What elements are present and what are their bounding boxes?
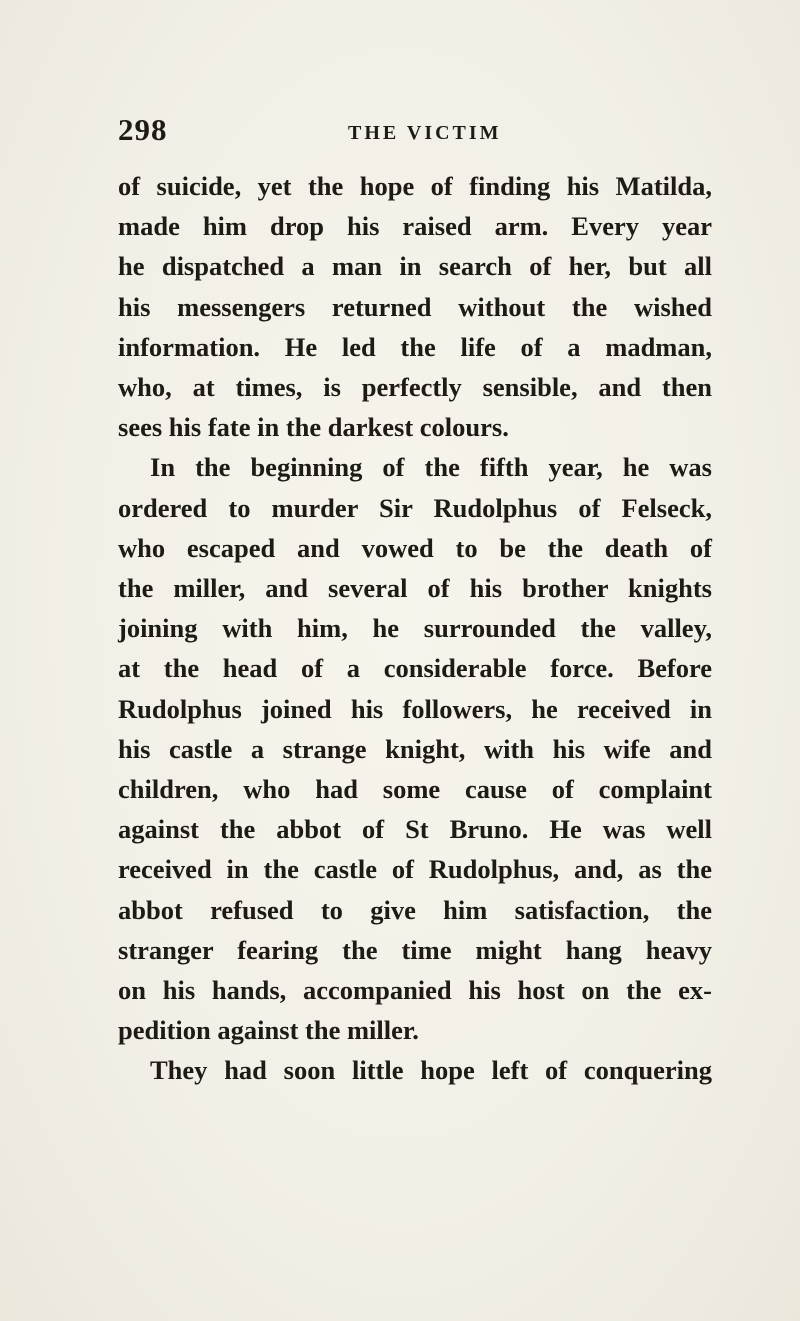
text-line: abbot refused to give him satisfaction, the xyxy=(118,894,712,925)
text-line: his castle a strange knight, with his wife and xyxy=(118,733,712,764)
text-line: the miller, and several of his brother knights xyxy=(118,573,712,604)
text-line: who, at times, is perfectly sensible, and then xyxy=(118,372,712,403)
text-line: of suicide, yet the hope of finding his Matilda, xyxy=(118,171,712,201)
text-line: his messengers returned without the wished xyxy=(118,291,712,322)
text-line: received in the castle of Rudolphus, and, as the xyxy=(118,854,712,885)
text-line: stranger fearing the time might hang heavy xyxy=(118,934,712,965)
page-header xyxy=(118,112,690,152)
text-line: ordered to murder Sir Rudolphus of Felseck, xyxy=(118,492,712,523)
text-line: information. He led the life of a madman, xyxy=(118,331,712,362)
page-number: 298 xyxy=(118,112,168,147)
text-line: In the beginning of the fifth year, he was xyxy=(150,452,712,483)
text-line: children, who had some cause of complaint xyxy=(118,774,712,805)
text-line: They had soon little hope left of conquering xyxy=(150,1055,712,1086)
text-line: pedition against the miller. xyxy=(118,1015,419,1046)
text-line: at the head of a considerable force. Before xyxy=(118,653,712,684)
text-line: Rudolphus joined his followers, he received in xyxy=(118,693,712,724)
running-title: THE VICTIM xyxy=(348,122,502,144)
text-line: joining with him, he surrounded the valley, xyxy=(118,613,712,644)
text-line: on his hands, accompanied his host on the ex- xyxy=(118,975,712,1006)
text-line: made him drop his raised arm. Every year xyxy=(118,211,712,242)
text-line: against the abbot of St Bruno. He was well xyxy=(118,814,712,845)
text-line: sees his fate in the darkest colours. xyxy=(118,412,509,443)
text-line: he dispatched a man in search of her, but all xyxy=(118,251,712,282)
text-line: who escaped and vowed to be the death of xyxy=(118,532,712,563)
body-text xyxy=(118,166,712,1091)
